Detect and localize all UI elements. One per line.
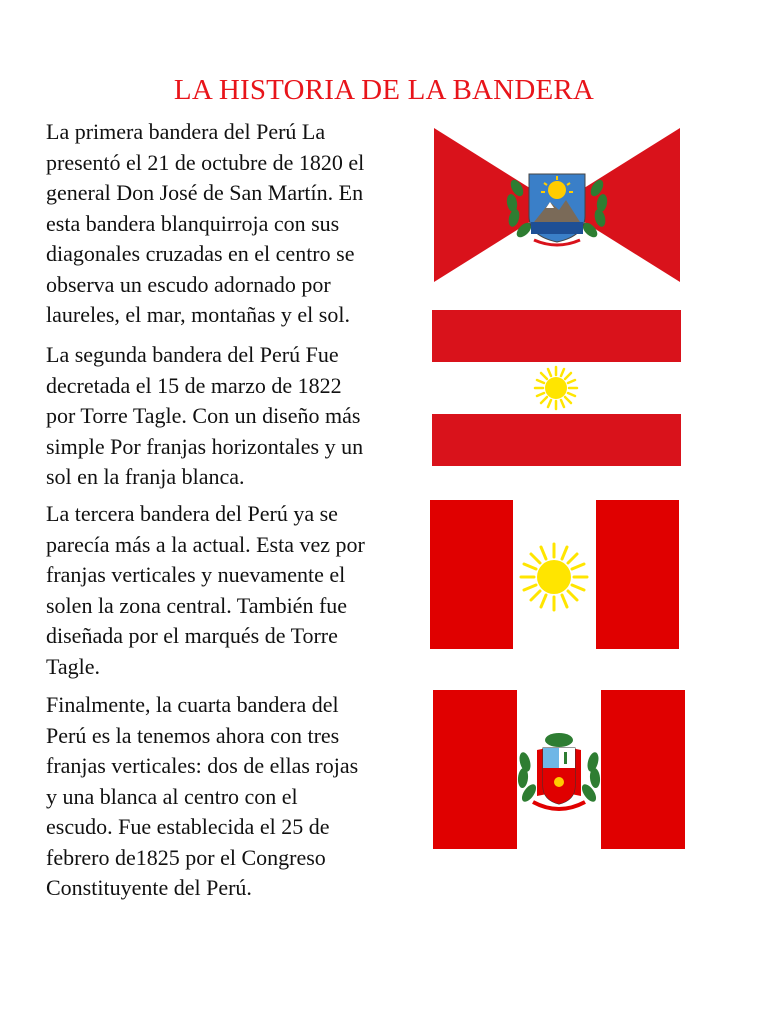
second-peru-flag-horizontal-sun-icon <box>432 310 681 466</box>
paragraph-second-flag: La segunda bandera del Perú Fue decretada el 15 de marzo de 1822 por Torre Tagle. Con un diseño más simple Por franjas horizontales y un sol en la franja blanca. <box>46 342 364 489</box>
third-peru-flag-vertical-sun-icon <box>430 500 679 649</box>
paragraph-third-flag: La tercera bandera del Perú ya se parecía más a la actual. Esta vez por franjas verticales y nuevamente el solen la zona central. También fue diseñada por el marqués de Torre Tagle. <box>46 501 365 679</box>
first-peru-flag-diagonal-icon <box>434 128 680 282</box>
page-title: LA HISTORIA DE LA BANDERA <box>173 74 595 106</box>
current-peru-flag-coat-of-arms-icon <box>433 690 685 849</box>
paragraph-first-flag: La primera bandera del Perú La presentó el 21 de octubre de 1820 el general Don José de San Martín. En esta bandera blanquirroja con sus diagonales cruzadas en el centro se observa un escudo adornado por laureles, el mar, montañas y el sol. <box>46 119 365 327</box>
paragraph-current-flag: Finalmente, la cuarta bandera del Perú es la tenemos ahora con tres franjas verticales: dos de ellas rojas y una blanca al centro con el escudo. Fue establecida el 25 de febrero de1825 por el Congreso Constituyente del Perú. <box>46 692 359 900</box>
